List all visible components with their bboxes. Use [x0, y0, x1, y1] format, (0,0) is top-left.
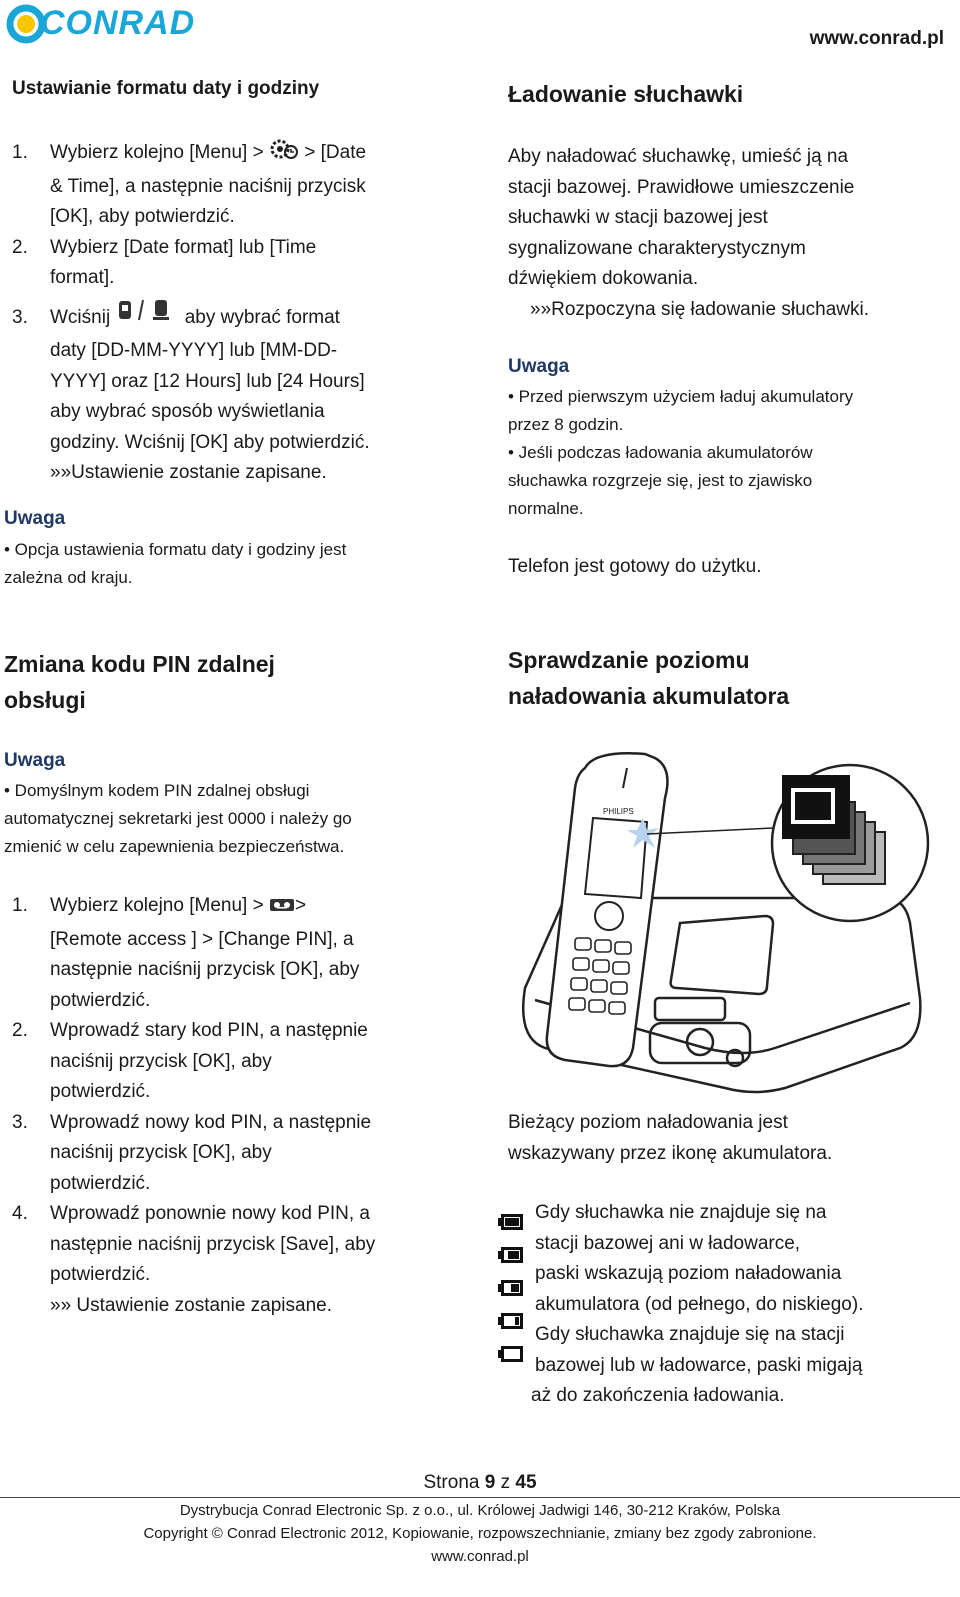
step-text: Wybierz kolejno [Menu] > [50, 142, 264, 163]
note-line: przez 8 godzin. [508, 415, 624, 434]
step-text: Wprowadź stary kod PIN, a następnie [50, 1020, 368, 1041]
logo-wordmark: CONRAD [40, 4, 196, 42]
step-text: godziny. Wciśnij [OK] aby potwierdzić. [50, 431, 370, 453]
step-result: »»Ustawienie zostanie zapisane. [50, 462, 327, 483]
step-text: format]. [50, 267, 115, 288]
step-text: Wprowadź nowy kod PIN, a następnie [50, 1111, 372, 1133]
note-line: automatycznej sekretarki jest 0000 i należy go [4, 809, 352, 828]
step-text: aby wybrać sposób wyświetlania [50, 401, 325, 422]
step-text: potwierdzić. [50, 1264, 151, 1285]
step-number: 2. [12, 1020, 28, 1041]
step-text: daty [DD-MM-YYYY] lub [MM-DD- [50, 340, 338, 361]
battery-empty-icon [498, 1344, 524, 1364]
charging-result: »»Rozpoczyna się ładowanie słuchawki. [530, 298, 870, 320]
text-line: aż do zakończenia ładowania. [531, 1385, 785, 1406]
pin-step-4 [12, 1199, 452, 1230]
note-line: • Jeśli podczas ładowania akumulatorów [508, 443, 813, 462]
step-text: Wciśnij [50, 306, 111, 328]
battery-level-icons [498, 1212, 524, 1377]
note-line: zależna od kraju. [4, 568, 133, 587]
text-line: słuchawki w stacji bazowej jest [508, 207, 768, 228]
text-line: Gdy słuchawka znajduje się na stacji [535, 1324, 845, 1345]
step-text: & Time], a następnie naciśnij przycisk [50, 175, 366, 197]
step-text: potwierdzić. [50, 1172, 151, 1194]
note-line: normalne. [508, 499, 584, 518]
heading-line: Zmiana kodu PIN zdalnej [4, 651, 275, 677]
charging-text [508, 142, 869, 325]
phone-ready-text: Telefon jest gotowy do użytku. [508, 556, 762, 577]
heading-change-pin [4, 646, 275, 718]
handset-up-down-icon [115, 298, 179, 337]
battery-two-bars-icon [498, 1278, 524, 1298]
battery-one-bar-icon [498, 1311, 524, 1331]
text-line: paski wskazują poziom naładowania [535, 1263, 842, 1284]
text-line: stacji bazowej ani w ładowarce, [535, 1232, 801, 1254]
step-text: potwierdzić. [50, 1081, 151, 1102]
step-3 [12, 298, 452, 337]
step-text: naciśnij przycisk [OK], aby [50, 1142, 272, 1163]
text-line: sygnalizowane charakterystycznym [508, 237, 806, 259]
step-text: > [294, 895, 307, 916]
step-text: aby wybrać format [184, 306, 340, 328]
step-text: naciśnij przycisk [OK], aby [50, 1050, 272, 1072]
step-number: 3. [12, 1111, 28, 1133]
heading-line: obsługi [4, 687, 86, 713]
step-text: YYYY] oraz [12 Hours] lub [24 Hours] [50, 370, 365, 392]
pin-step-2 [12, 1016, 452, 1047]
step-2 [12, 233, 452, 264]
note-line: • Domyślnym kodem PIN zdalnej obsługi [4, 781, 310, 800]
heading-line: Sprawdzanie poziomu [508, 647, 750, 673]
note-title: Uwaga [4, 508, 66, 529]
pin-steps [12, 891, 452, 1321]
note-title: Uwaga [4, 750, 66, 771]
step-text: [OK], aby potwierdzić. [50, 206, 235, 227]
page-prefix: Strona [423, 1472, 485, 1493]
text-line: akumulatora (od pełnego, do niskiego). [535, 1293, 864, 1315]
step-number: 1. [12, 142, 28, 163]
conrad-logo [6, 2, 196, 44]
heading-battery-level [508, 642, 789, 714]
step-text: potwierdzić. [50, 989, 151, 1011]
battery-three-bars-icon [498, 1245, 524, 1265]
heading-line: naładowania akumulatora [508, 683, 790, 709]
step-text: następnie naciśnij przycisk [OK], aby [50, 959, 360, 980]
note-line: słuchawka rozgrzeje się, jest to zjawisko [508, 471, 813, 490]
page-total: 45 [515, 1472, 537, 1493]
phone-brand-label: PHILIPS [603, 807, 634, 816]
note-line: • Przed pierwszym użyciem ładuj akumulatory [508, 387, 854, 406]
text-line: Bieżący poziom naładowania jest [508, 1112, 788, 1133]
step-text: > [Date [304, 142, 367, 163]
date-steps [12, 137, 452, 489]
pin-step-3 [12, 1108, 452, 1139]
phone-with-base-icon [505, 748, 935, 1098]
page-sep: z [495, 1472, 516, 1493]
answering-machine-icon [269, 894, 295, 925]
footer-copyright: Copyright © Conrad Electronic 2012, Kopiowanie, rozpowszechnianie, zmiany bez zgody zabronione. [143, 1525, 817, 1542]
text-line: wskazywany przez ikonę akumulatora. [508, 1142, 833, 1164]
current-level-text [508, 1108, 832, 1169]
footer-address: Dystrybucja Conrad Electronic Sp. z o.o., ul. Królowej Jadwigi 146, 30-212 Kraków, Polska [179, 1502, 781, 1519]
step-text: Wybierz kolejno [Menu] > [50, 895, 264, 916]
page-number [0, 1472, 960, 1494]
step-text: następnie naciśnij przycisk [Save], aby [50, 1233, 376, 1255]
note-text [4, 536, 346, 592]
note-text [4, 777, 352, 861]
phone-illustration [505, 748, 935, 1098]
footer-url[interactable]: www.conrad.pl [431, 1548, 529, 1565]
step-number: 4. [12, 1203, 28, 1224]
note-line: • Opcja ustawienia formatu daty i godziny jest [4, 540, 347, 559]
step-text: [Remote access ] > [Change PIN], a [50, 928, 354, 950]
battery-description [531, 1198, 864, 1412]
note-text [508, 383, 853, 523]
text-line: dźwiękiem dokowania. [508, 268, 699, 289]
text-line: Gdy słuchawka nie znajduje się na [535, 1202, 827, 1223]
heading-date-format: Ustawianie formatu daty i godziny [12, 78, 320, 99]
text-line: Aby naładować słuchawkę, umieść ją na [508, 146, 849, 167]
step-number: 2. [12, 236, 28, 258]
step-text: Wprowadź ponownie nowy kod PIN, a [50, 1203, 370, 1224]
text-line: bazowej lub w ładowarce, paski migają [535, 1354, 863, 1376]
step-text: Wybierz [Date format] lub [Time [50, 236, 317, 258]
pin-step-1 [12, 891, 452, 925]
page-current: 9 [484, 1472, 496, 1493]
step-result: »» Ustawienie zostanie zapisane. [50, 1294, 333, 1316]
battery-full-icon [498, 1212, 524, 1232]
step-number: 3. [12, 306, 28, 328]
heading-charging: Ładowanie słuchawki [508, 81, 744, 107]
site-url[interactable]: www.conrad.pl [809, 28, 944, 49]
note-line: zmienić w celu zapewnienia bezpieczeństwa. [4, 837, 345, 856]
text-line: stacji bazowej. Prawidłowe umieszczenie [508, 176, 855, 198]
settings-gear-icon [269, 137, 299, 172]
footer-divider [0, 1497, 960, 1498]
note-title: Uwaga [508, 356, 570, 377]
step-number: 1. [12, 895, 28, 916]
step-1-line-1 [12, 137, 452, 172]
